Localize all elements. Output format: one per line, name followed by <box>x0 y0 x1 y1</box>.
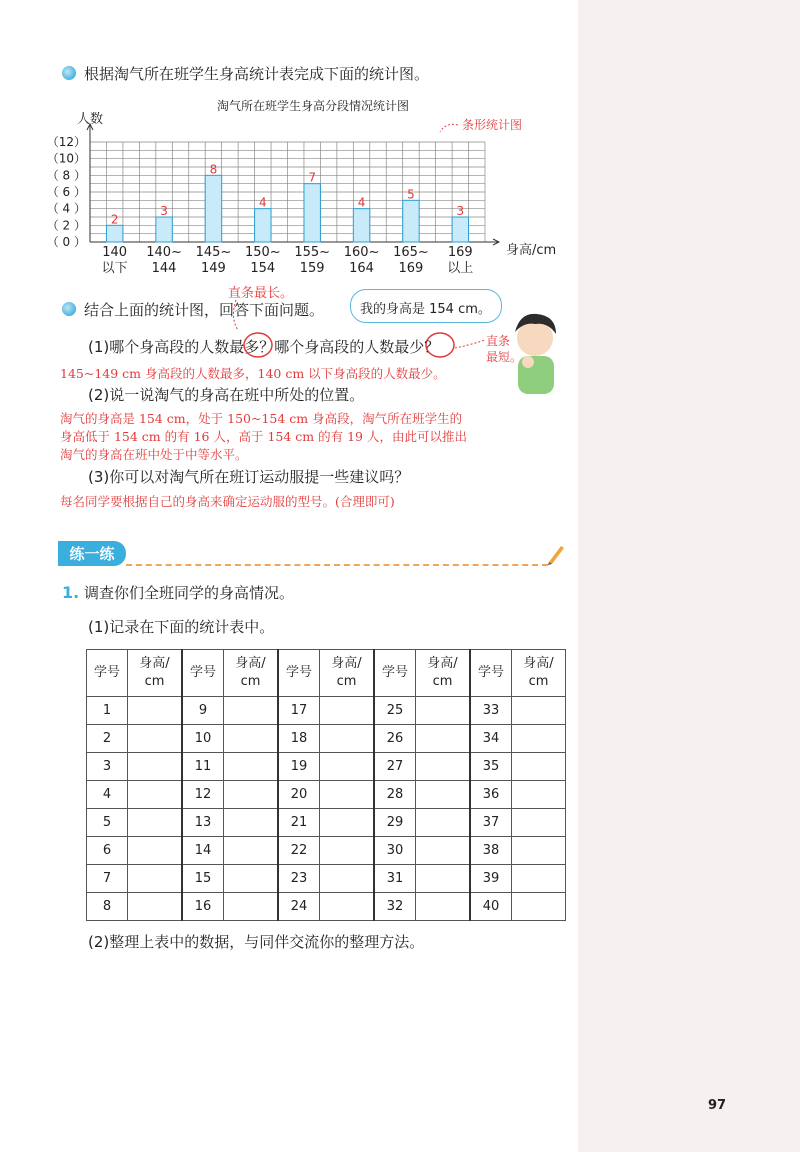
height-cell[interactable] <box>128 837 183 865</box>
student-number: 11 <box>182 753 224 781</box>
y-tick-label: （10） <box>46 151 86 166</box>
height-cell[interactable] <box>224 753 279 781</box>
table-row <box>87 865 566 893</box>
question-3: (3)你可以对淘气所在班订运动服提一些建议吗？ <box>88 468 410 486</box>
student-number: 26 <box>374 725 416 753</box>
height-cell[interactable] <box>416 753 471 781</box>
practice-tab: 练一练 <box>58 541 126 566</box>
height-cell[interactable] <box>320 753 375 781</box>
student-number: 3 <box>87 753 128 781</box>
student-number: 24 <box>278 893 320 921</box>
student-number: 9 <box>182 697 224 725</box>
height-cell[interactable] <box>128 781 183 809</box>
x-tick-label: 149 <box>201 261 226 276</box>
chart-title: 淘气所在班学生身高分段情况统计图 <box>216 99 410 113</box>
height-cell[interactable] <box>224 837 279 865</box>
height-cell[interactable] <box>320 893 375 921</box>
x-tick-label: 155~ <box>294 245 331 260</box>
bar-value-label: 5 <box>407 187 415 202</box>
practice-divider <box>126 564 548 566</box>
height-cell[interactable] <box>320 781 375 809</box>
bar-value-label: 4 <box>258 195 267 210</box>
answer-2-line2: 身高低于 154 cm 的有 16 人，高于 154 cm 的有 19 人，由此可以推出 <box>60 429 467 444</box>
bar-value-label: 3 <box>456 204 465 218</box>
student-number: 25 <box>374 697 416 725</box>
student-number: 30 <box>374 837 416 865</box>
table-row <box>87 893 566 921</box>
student-number: 13 <box>182 809 224 837</box>
table-row <box>87 697 566 725</box>
student-number: 31 <box>374 865 416 893</box>
x-tick-label: 140 <box>102 245 128 260</box>
table-row <box>87 725 566 753</box>
y-tick-label: （12） <box>46 135 86 149</box>
x-tick-label: 以上 <box>447 261 474 276</box>
height-cell[interactable] <box>416 837 471 865</box>
speech-text: 我的身高是 154 cm。 <box>360 302 491 317</box>
header-height: 身高/ cm <box>416 650 471 697</box>
item-text: 调查你们全班同学的身高情况。 <box>84 584 295 602</box>
header-height: 身高/ cm <box>128 650 183 697</box>
student-number: 34 <box>470 725 512 753</box>
x-tick-label: 165~ <box>393 245 429 260</box>
answer-2-line1: 淘气的身高是 154 cm，处于 150~154 cm 身高段，淘气所在班学生的 <box>60 411 463 426</box>
height-cell[interactable] <box>416 781 471 809</box>
x-tick-label: 154 <box>250 261 276 276</box>
height-cell[interactable] <box>320 837 375 865</box>
height-cell[interactable] <box>512 809 566 837</box>
student-number: 6 <box>87 837 128 865</box>
height-cell[interactable] <box>512 893 566 921</box>
sub-question-2: (2)整理上表中的数据，与同伴交流你的整理方法。 <box>88 933 425 951</box>
y-tick-label: （ 4 ） <box>46 201 86 216</box>
height-cell[interactable] <box>512 725 566 753</box>
bar-value-label: 8 <box>209 162 218 177</box>
header-height: 身高/ cm <box>224 650 279 697</box>
question-1: (1)哪个身高段的人数最多？哪个身高段的人数最少？ <box>88 338 440 356</box>
table-row <box>87 837 566 865</box>
student-number: 39 <box>470 865 512 893</box>
height-cell[interactable] <box>416 809 471 837</box>
student-number: 36 <box>470 781 512 809</box>
student-number: 17 <box>278 697 320 725</box>
height-cell[interactable] <box>512 865 566 893</box>
height-cell[interactable] <box>224 781 279 809</box>
height-cell[interactable] <box>416 725 471 753</box>
student-number: 12 <box>182 781 224 809</box>
student-number: 33 <box>470 697 512 725</box>
height-cell[interactable] <box>512 837 566 865</box>
table-row <box>87 781 566 809</box>
header-number: 学号 <box>182 650 224 697</box>
record-table <box>86 649 566 921</box>
y-tick-label: （ 0 ） <box>46 235 86 249</box>
note-shortest-arrow <box>455 340 485 348</box>
x-tick-label: 144 <box>151 261 177 276</box>
student-number: 28 <box>374 781 416 809</box>
student-number: 15 <box>182 865 224 893</box>
height-cell[interactable] <box>512 753 566 781</box>
header-number: 学号 <box>278 650 320 697</box>
student-number: 22 <box>278 837 320 865</box>
table-row <box>87 809 566 837</box>
height-cell[interactable] <box>224 865 279 893</box>
chart-annotation: 条形统计图 <box>462 118 523 132</box>
bar-value-label: 2 <box>110 212 119 227</box>
height-cell[interactable] <box>320 809 375 837</box>
answer-2-line3: 淘气的身高在班中处于中等水平。 <box>60 447 248 462</box>
student-number: 18 <box>278 725 320 753</box>
answer-3: 每名同学要根据自己的身高来确定运动服的型号。(合理即可) <box>60 494 395 509</box>
student-number: 19 <box>278 753 320 781</box>
header-height: 身高/ cm <box>320 650 375 697</box>
table-row <box>87 753 566 781</box>
student-number: 23 <box>278 865 320 893</box>
header-number: 学号 <box>87 650 128 697</box>
bar-value-label: 7 <box>308 170 317 185</box>
header-number: 学号 <box>470 650 512 697</box>
height-cell[interactable] <box>416 697 471 725</box>
height-cell[interactable] <box>320 865 375 893</box>
bar-value-label: 4 <box>357 195 366 210</box>
item-number: 1. <box>62 583 80 602</box>
height-cell[interactable] <box>224 725 279 753</box>
y-tick-label: （ 6 ） <box>46 185 86 199</box>
note-shortest-1: 直条 <box>486 334 511 348</box>
bar-value-label: 3 <box>160 204 168 218</box>
question-2: (2)说一说淘气的身高在班中所处的位置。 <box>88 386 365 404</box>
student-number: 20 <box>278 781 320 809</box>
x-tick-label: 159 <box>299 261 325 276</box>
student-number: 32 <box>374 893 416 921</box>
sub-question-1: (1)记录在下面的统计表中。 <box>88 618 275 636</box>
x-tick-label: 150~ <box>244 245 281 260</box>
height-cell[interactable] <box>128 725 183 753</box>
height-cell[interactable] <box>128 697 183 725</box>
student-number: 27 <box>374 753 416 781</box>
height-cell[interactable] <box>320 725 375 753</box>
student-number: 5 <box>87 809 128 837</box>
x-tick-label: 140~ <box>146 245 182 260</box>
page-number: 97 <box>708 1098 727 1113</box>
student-number: 14 <box>182 837 224 865</box>
x-tick-label: 160~ <box>343 245 380 260</box>
student-number: 1 <box>87 697 128 725</box>
chart-y-label: 人数 <box>77 112 104 127</box>
height-cell[interactable] <box>128 809 183 837</box>
y-tick-label: （ 8 ） <box>46 168 86 183</box>
student-number: 37 <box>470 809 512 837</box>
student-number: 40 <box>470 893 512 921</box>
student-number: 38 <box>470 837 512 865</box>
height-cell[interactable] <box>128 865 183 893</box>
header-height: 身高/ cm <box>512 650 566 697</box>
height-cell[interactable] <box>416 865 471 893</box>
height-cell[interactable] <box>512 697 566 725</box>
header-number: 学号 <box>374 650 416 697</box>
note-longest: 直条最长。 <box>228 286 294 301</box>
student-number: 21 <box>278 809 320 837</box>
student-number: 8 <box>87 893 128 921</box>
height-cell[interactable] <box>320 697 375 725</box>
height-cell[interactable] <box>224 893 279 921</box>
student-number: 7 <box>87 865 128 893</box>
height-cell[interactable] <box>416 893 471 921</box>
x-tick-label: 164 <box>349 261 374 276</box>
x-tick-label: 169 <box>447 245 473 260</box>
x-tick-label: 145~ <box>195 245 232 260</box>
height-cell[interactable] <box>128 893 183 921</box>
chart-x-label: 身高/cm <box>506 243 557 258</box>
student-number: 16 <box>182 893 224 921</box>
x-tick-label: 169 <box>398 261 424 276</box>
height-cell[interactable] <box>224 809 279 837</box>
section1-instruction: 根据淘气所在班学生身高统计表完成下面的统计图。 <box>84 65 430 83</box>
x-tick-label: 以下 <box>101 261 128 276</box>
note-longest-arrow <box>233 300 238 330</box>
height-cell[interactable] <box>224 697 279 725</box>
student-number: 10 <box>182 725 224 753</box>
pencil-icon <box>545 542 565 566</box>
student-number: 35 <box>470 753 512 781</box>
section2-instruction: 结合上面的统计图，回答下面问题。 <box>84 301 325 319</box>
note-shortest-2: 最短。 <box>486 350 523 364</box>
student-number: 2 <box>87 725 128 753</box>
answer-1: 145~149 cm 身高段的人数最多，140 cm 以下身高段的人数最少。 <box>60 366 446 381</box>
height-cell[interactable] <box>512 781 566 809</box>
student-number: 29 <box>374 809 416 837</box>
y-tick-label: （ 2 ） <box>46 218 86 233</box>
height-cell[interactable] <box>128 753 183 781</box>
student-number: 4 <box>87 781 128 809</box>
